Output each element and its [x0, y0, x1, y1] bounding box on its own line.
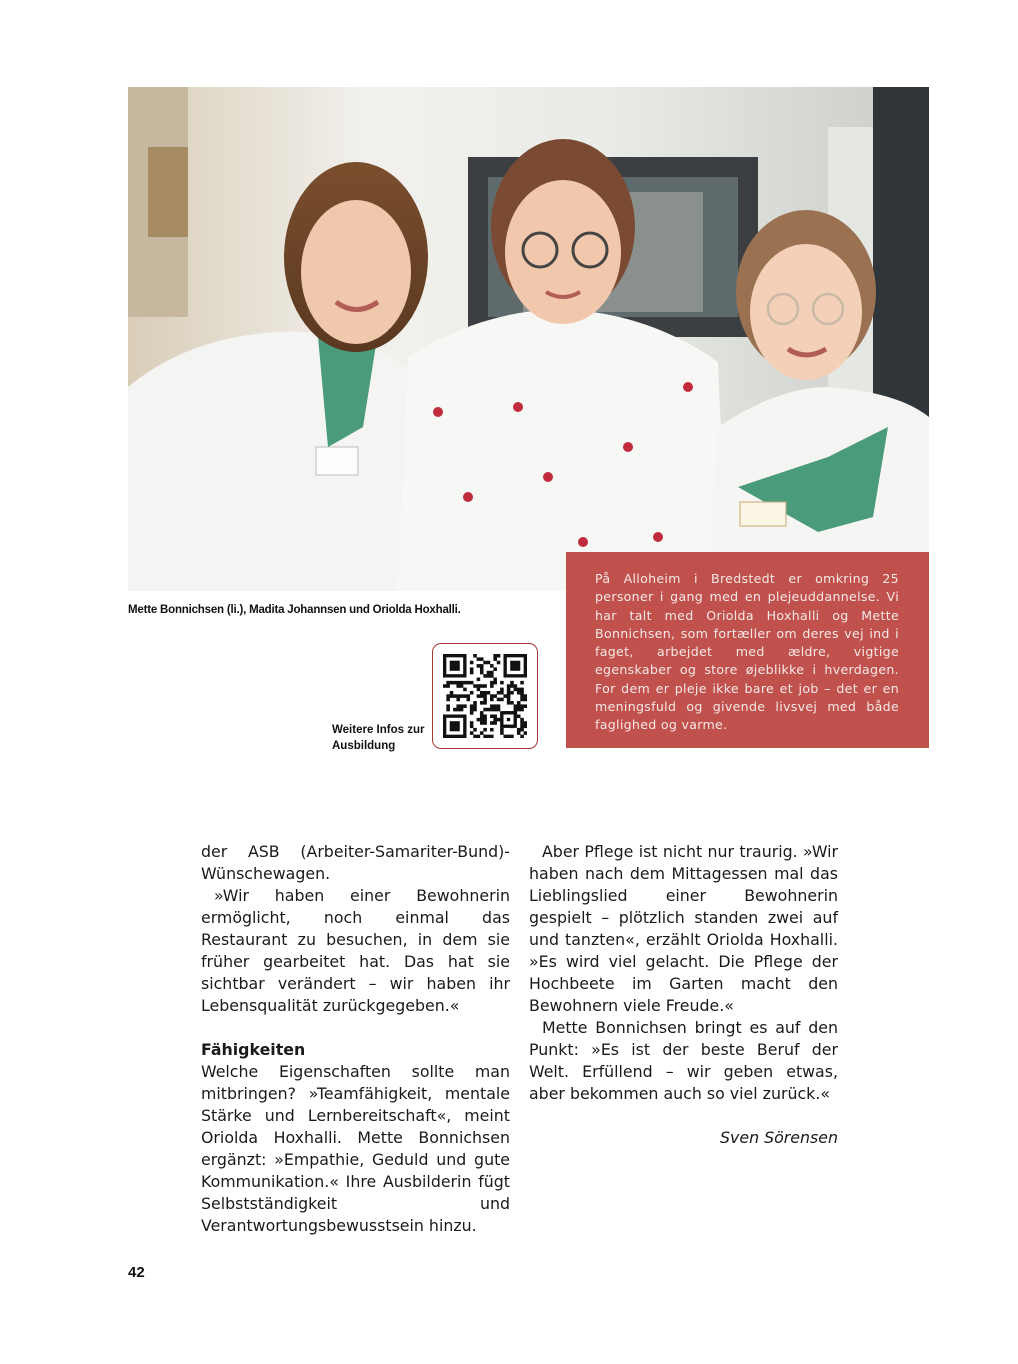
photo-caption: Mette Bonnichsen (li.), Madita Johannsen und Oriolda Hoxhalli. [128, 604, 461, 616]
page-number: 42 [128, 1264, 145, 1281]
paragraph: Aber Pflege ist nicht nur traurig. »Wir haben nach dem Mittagessen mal das Lieblingslied einer Bewohnerin gespielt – plötzlich standen zwei auf und tanzten«, erzählt Oriolda Hoxhalli. »Es wird viel gelacht. Die Pflege der Hochbeete im Garten macht den Bewohnern viele Freude.« [529, 842, 838, 1015]
paragraph: Mette Bonnichsen bringt es auf den Punkt: »Es ist der beste Beruf der Welt. Erfüllend – wir geben etwas, aber bekommen auch so viel zurück.« [529, 1018, 838, 1103]
qr-code[interactable] [432, 643, 538, 749]
section-heading: Fähigkeiten [201, 1040, 306, 1059]
paragraph: »Wir haben einer Bewohnerin ermöglicht, noch einmal das Restaurant zu besuchen, in dem sie früher gearbeitet hat. Das hat sie sichtbar verändert – wir haben ihr Lebensqualität zurückgegeben.« [201, 886, 510, 1015]
photo-illustration [128, 87, 929, 591]
intro-text: På Alloheim i Bredstedt er omkring 25 personer i gang med en plejeuddannelse. Vi har talt med Oriolda Hoxhalli og Mette Bonnichsen, som fortæller om deres vej ind i faget, arbejdet med ældre, vigtige egenskaber og store øjeblikke i hverdagen. For dem er pleje ikke bare et job – det er en meningsfuld og givende livsvej med både faglighed og varme. [595, 571, 899, 733]
paragraph: Welche Eigenschaften sollte man mitbringen? »Teamfähigkeit, mentale Stärke und Lernbereitschaft«, meint Oriolda Hoxhalli. Mette Bonnichsen ergänzt: »Empathie, Geduld und gute Kommunikation.« Ihre Ausbilderin fügt Selbstständigkeit und Verantwortungsbewusstsein hinzu. [201, 1062, 510, 1235]
qr-label-line1: Weitere Infos zur [332, 724, 425, 736]
paragraph: der ASB (Arbeiter-Samariter-Bund)-Wünschewagen. [201, 842, 510, 883]
author-byline: Sven Sörensen [719, 1128, 838, 1147]
article-column-left [201, 841, 510, 1237]
hero-photo [128, 87, 929, 591]
qr-label [332, 722, 424, 754]
article-column-right [529, 841, 838, 1149]
intro-box [566, 552, 929, 748]
qr-label-line2: Ausbildung [332, 740, 396, 752]
qr-code-icon [443, 654, 527, 738]
